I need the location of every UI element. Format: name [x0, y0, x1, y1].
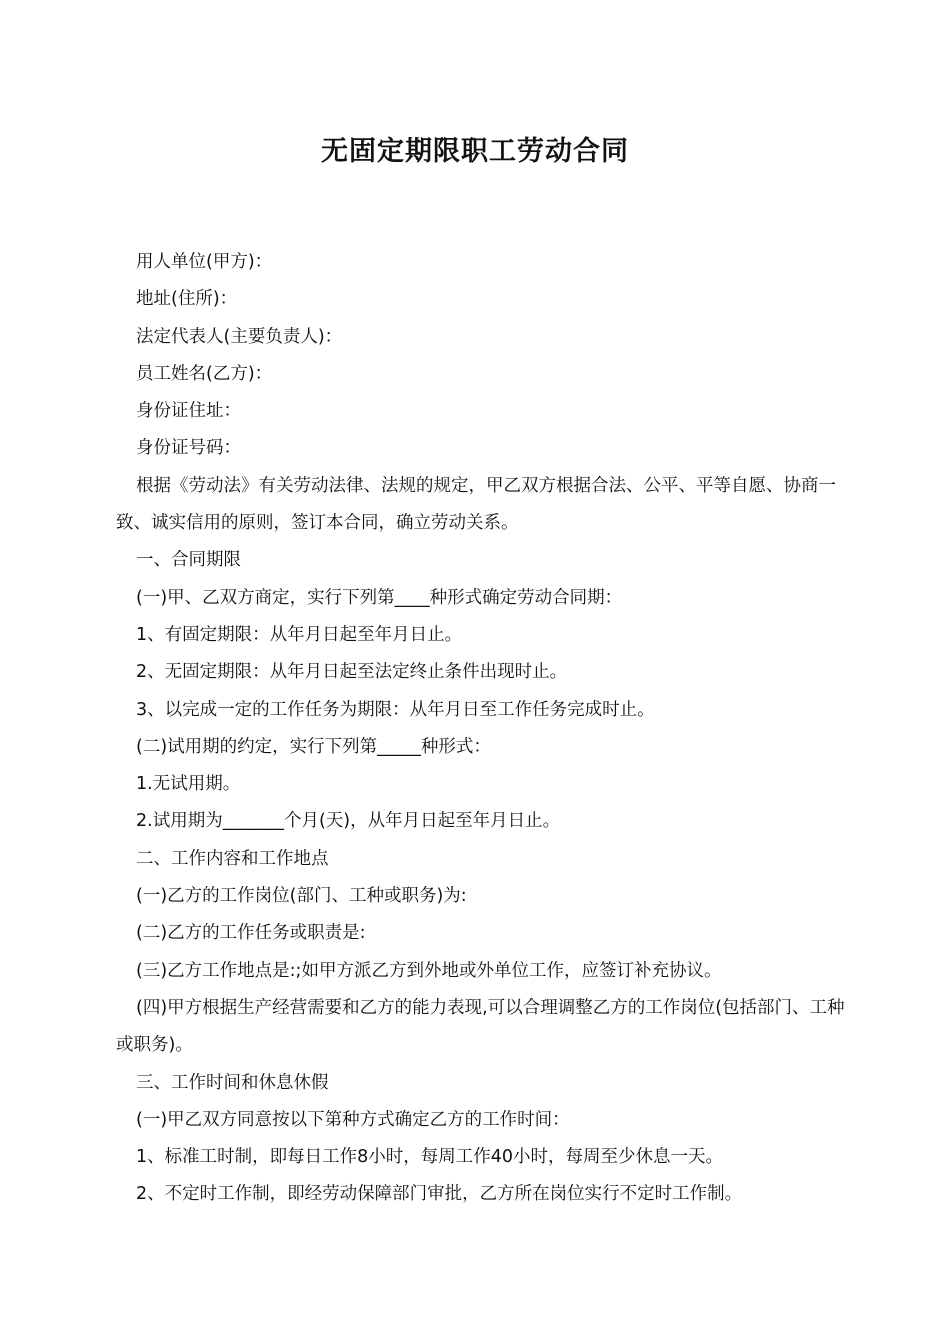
paragraph-probation-none: 1.无试用期。	[136, 774, 241, 795]
paragraph-legal-representative: 法定代表人(主要负责人)：	[136, 326, 343, 347]
section-heading-work-content: 二、工作内容和工作地点	[136, 848, 329, 869]
paragraph-probation-form: (二)试用期的约定，实行下列第_____种形式：	[136, 736, 491, 757]
paragraph-employer: 用人单位(甲方)：	[136, 252, 273, 272]
paragraph-hours-flexible: 2、不定时工作制，即经劳动保障部门审批，乙方所在岗位实行不定时工作制。	[136, 1184, 743, 1205]
paragraph-address: 地址(住所)：	[136, 289, 238, 310]
section-heading-term: 一、合同期限	[136, 550, 241, 571]
paragraph-employee-name: 员工姓名(乙方)：	[136, 363, 273, 384]
paragraph-id-address: 身份证住址：	[136, 401, 241, 422]
paragraph-preamble: 根据《劳动法》有关劳动法律、法规的规定，甲乙双方根据合法、公平、平等自愿、协商一致、诚实信用的原则，签订本合同，确立劳动关系。	[116, 475, 836, 534]
paragraph-hours-method: (一)甲乙双方同意按以下第种方式确定乙方的工作时间：	[136, 1109, 570, 1130]
document-body	[116, 244, 850, 1214]
paragraph-hours-standard: 1、标准工时制，即每日工作8小时，每周工作40小时，每周至少休息一天。	[136, 1147, 724, 1168]
paragraph-term-form: (一)甲、乙双方商定，实行下列第____种形式确定劳动合同期：	[136, 587, 623, 608]
document-title: 无固定期限职工劳动合同	[321, 136, 629, 167]
paragraph-position-adjustment: (四)甲方根据生产经营需要和乙方的能力表现,可以合理调整乙方的工作岗位(包括部门、工种或职务)。	[116, 997, 845, 1056]
paragraph-probation-period: 2.试用期为_______个月(天)，从年月日起至年月日止。	[136, 811, 561, 832]
section-heading-working-hours: 三、工作时间和休息休假	[136, 1072, 329, 1093]
paragraph-term-fixed: 1、有固定期限：从年月日起至年月日止。	[136, 624, 463, 645]
paragraph-term-open-ended: 2、无固定期限：从年月日起至法定终止条件出现时止。	[136, 662, 568, 683]
paragraph-job-duties: (二)乙方的工作任务或职责是:	[136, 923, 366, 944]
paragraph-term-task: 3、以完成一定的工作任务为期限：从年月日至工作任务完成时止。	[136, 699, 655, 720]
paragraph-id-number: 身份证号码：	[136, 438, 241, 459]
paragraph-job-position: (一)乙方的工作岗位(部门、工种或职务)为:	[136, 886, 467, 907]
paragraph-work-location: (三)乙方工作地点是:;如甲方派乙方到外地或外单位工作，应签订补充协议。	[136, 960, 722, 981]
